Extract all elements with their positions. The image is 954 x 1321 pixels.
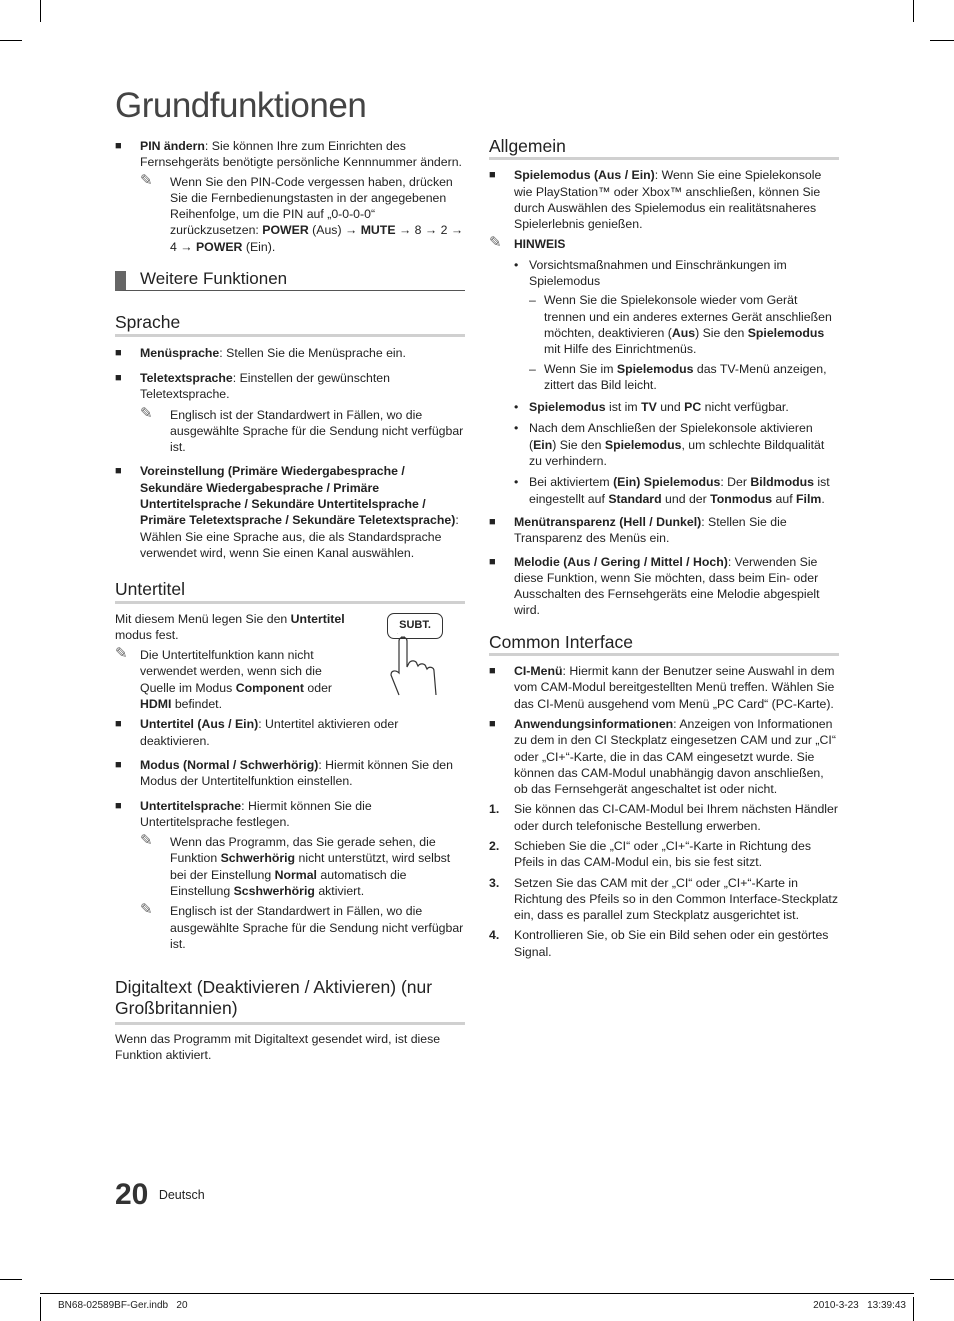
page-title: Grundfunktionen: [115, 86, 367, 125]
menusprache-label: Menüsprache: [140, 345, 220, 360]
footer-file: BN68-02589BF-Ger.indb 20: [58, 1300, 188, 1311]
step-number: 1.: [489, 802, 500, 817]
page-language: Deutsch: [158, 1188, 205, 1202]
pin-text: : Sie können Ihre zum Einrichten des Fernsehgeräts benötigte persönliche Kennnummer ändern.: [140, 139, 462, 170]
voreinstellung-label: Voreinstellung (Primäre Wiedergabesprache / Sekundäre Wiedergabesprache / Primäre Untertitelsprache / Sekundäre Untertitelsprache / Primäre Teletextsprache / Sekundäre Teletextsprache): [140, 464, 456, 528]
footer-rule: [40, 1293, 914, 1294]
page-number: 20: [115, 1178, 149, 1211]
hdmi-label: HDMI: [140, 697, 172, 712]
hinweis-dash-1: [489, 292, 839, 357]
anwendungsinfo-item: [489, 716, 839, 797]
digitaltext-text: Wenn das Programm mit Digitaltext gesendet wird, ist diese Funktion aktiviert.: [115, 1032, 441, 1063]
melodie-label: Melodie (Aus / Gering / Mittel / Hoch): [514, 554, 728, 569]
hinweis-dash-2: [489, 361, 839, 394]
b4-d: Bildmodus: [750, 475, 814, 490]
hinweis-label: HINWEIS: [514, 237, 566, 252]
b2-a: Spielemodus: [529, 400, 606, 415]
step-number: 4.: [489, 928, 500, 943]
d2-a: Wenn Sie im: [544, 361, 617, 376]
hinweis-bullet-3: [489, 420, 839, 469]
melodie-text: : Verwenden Sie diese Funktion, wenn Sie möchten, dass beim Ein- oder Ausschalten des Fernsehgeräts eine Melodie abgespielt wird.: [514, 554, 820, 618]
b4-h: Tonmodus: [710, 491, 773, 506]
menutransparenz-item: [489, 514, 839, 547]
bullet-square-icon: ■: [489, 555, 496, 568]
pin-note-seq: → 8 → 2 → 4 →: [170, 223, 464, 254]
pin-note-text: Wenn Sie den PIN-Code vergessen haben, drücken Sie die Fernbedienungstasten in der angegebenen Reihenfolge, um die PIN auf „0-0-0-0“ zurückzusetzen:: [170, 174, 453, 238]
common-interface-heading: Common Interface: [489, 634, 839, 656]
b4-b: (Ein) Spielemodus: [613, 475, 721, 490]
b3-b: Ein: [533, 437, 553, 452]
ci-step: [489, 801, 839, 834]
menutransparenz-text: : Stellen Sie die Transparenz des Menüs ein.: [514, 514, 787, 546]
d1-e: mit Hilfe des Einrichtmenüs.: [544, 342, 697, 357]
modus-text: : Hiermit können Sie den Modus der Untertitelfunktion einstellen.: [140, 757, 453, 789]
teletextsprache-text: : Einstellen der gewünschten Teletextsprache.: [140, 370, 390, 402]
englisch-note-text: Englisch ist der Standardwert in Fällen, wo die ausgewählte Sprache für die Sendung nicht verfügbar ist.: [170, 904, 464, 951]
subt-remote-illustration: [387, 613, 449, 699]
spielemodus-label: Spielemodus (Aus / Ein): [514, 168, 655, 183]
note-pencil-icon: ✎: [140, 404, 153, 422]
mute-key: MUTE: [360, 223, 396, 238]
ci-menu-label: CI-Menü: [514, 664, 563, 679]
weitere-funktionen-heading: Weitere Funktionen: [115, 271, 465, 291]
hinweis-heading: [489, 236, 839, 252]
component-label: Component: [235, 680, 304, 695]
menusprache-text: : Stellen Sie die Menüsprache ein.: [219, 345, 406, 360]
b3-d: Spielemodus: [604, 437, 682, 452]
step-number: 3.: [489, 875, 500, 890]
bullet-square-icon: ■: [115, 346, 122, 359]
untertitel-ausein-text: : Untertitel aktivieren oder deaktivieren.: [140, 717, 399, 748]
sprache-heading: Sprache: [115, 314, 465, 336]
menutransparenz-label: Menütransparenz (Hell / Dunkel): [514, 514, 702, 529]
untertitel-intro-b: Untertitel: [290, 611, 345, 626]
ci-step: [489, 875, 839, 924]
crop-mark: [913, 1297, 914, 1321]
power-key: POWER: [195, 239, 243, 254]
crop-mark: [930, 1279, 954, 1280]
dot-icon: •: [514, 421, 519, 436]
note-pencil-icon: ✎: [115, 645, 128, 663]
d1-c: ) Sie den: [695, 325, 748, 340]
bullet-square-icon: ■: [115, 465, 122, 478]
pin-note-aus: (Aus) →: [308, 223, 361, 238]
n1-a: Wenn das Programm, das Sie gerade sehen, die Funktion: [170, 835, 436, 866]
step-number: 2.: [489, 838, 500, 853]
note-pencil-icon: ✎: [489, 234, 502, 252]
bullet-square-icon: ■: [115, 758, 122, 771]
b4-j: Film: [796, 491, 822, 506]
n1-d: Normal: [274, 867, 317, 882]
spielemodus-text: : Wenn Sie eine Spielekonsole wie PlayStation™ oder Xbox™ anschließen, können Sie durch Auswählen des Spielemodus ein realitätsnaheres Spielerlebnis genießen.: [514, 168, 822, 232]
b2-b: ist im: [605, 400, 642, 415]
bullet-square-icon: ■: [489, 515, 496, 528]
n1-g: aktiviert.: [314, 883, 365, 898]
power-key: POWER: [262, 223, 309, 238]
b2-d: und: [656, 400, 685, 415]
bullet-square-icon: ■: [489, 717, 496, 730]
n1-e: automatisch die Einstellung: [170, 867, 407, 898]
footer-date: 2010-3-23 13:39:43: [813, 1300, 906, 1311]
d2-b: Spielemodus: [616, 361, 694, 376]
crop-mark: [0, 1279, 22, 1280]
dot-icon: •: [514, 400, 519, 415]
anwendungsinfo-label: Anwendungsinformationen: [514, 716, 674, 731]
untertitel-heading: Untertitel: [115, 581, 465, 603]
untertitel-ausein-item: [115, 716, 465, 749]
b4-g: und der: [661, 491, 711, 506]
voreinstellung-text: : Wählen Sie eine Sprache aus, die als Standardsprache verwendet wird, wenn Sie einen Kanal auswählen.: [140, 513, 459, 560]
step-text: Kontrollieren Sie, ob Sie ein Bild sehen oder ein gestörtes Signal.: [514, 928, 829, 959]
untertitel-intro-c: modus fest.: [115, 627, 179, 642]
d1-a: Wenn Sie die Spielekonsole wieder vom Gerät trennen und ein anderes externes Gerät anschließen möchten, deaktivieren (: [544, 293, 832, 340]
n1-f: Scshwerhörig: [233, 883, 315, 898]
page-number-block: [115, 1178, 205, 1212]
bullet-square-icon: ■: [489, 665, 496, 678]
bullet-square-icon: ■: [115, 371, 122, 384]
b3-a: Nach dem Anschließen der Spielekonsole aktivieren (: [529, 421, 813, 452]
teletext-note-text: Englisch ist der Standardwert in Fällen, wo die ausgewählte Sprache für die Sendung nicht verfügbar ist.: [170, 407, 464, 455]
left-column: [115, 138, 465, 1064]
untertitel-note-c: oder: [304, 680, 333, 695]
voreinstellung-item: [115, 463, 465, 561]
spielemodus-item: [489, 167, 839, 232]
dash-icon: –: [529, 293, 536, 308]
untertitelsprache-item: [115, 798, 465, 831]
d1-b: Aus: [671, 325, 696, 340]
crop-mark: [930, 40, 954, 41]
hinweis-bullet-2: [489, 399, 839, 415]
b3-c: ) Sie den: [552, 437, 605, 452]
bullet-square-icon: ■: [489, 169, 496, 182]
b2-e: PC: [684, 400, 702, 415]
anwendungsinfo-text: : Anzeigen von Informationen zu dem in den CI Steckplatz eingesetzen CAM und zur „CI“ oder „CI+“-Karte, die in das CAM eingesetzt wurde. Sie können das CAM-Modul unabhängig davon anschließen, ob das Fernsehgerät angeschaltet ist oder nicht.: [514, 716, 836, 797]
hinweis-bullet-4: [489, 474, 839, 507]
dash-icon: –: [529, 361, 536, 376]
teletextsprache-label: Teletextsprache: [140, 370, 233, 385]
allgemein-heading: Allgemein: [489, 138, 839, 160]
pin-item: [115, 138, 465, 171]
melodie-item: [489, 554, 839, 619]
b4-a: Bei aktiviertem: [529, 475, 614, 490]
n1-c: nicht unterstützt, wird selbst bei der Einstellung: [170, 851, 451, 882]
untertitel-intro-a: Mit diesem Menü legen Sie den: [115, 611, 291, 626]
subt-button: SUBT.: [387, 613, 443, 639]
untertitel-ausein-label: Untertitel (Aus / Ein): [140, 717, 259, 732]
b3-e: , um schlechte Bildqualität zu verhindern.: [529, 437, 825, 469]
crop-mark: [0, 40, 22, 41]
pin-note-ein: (Ein).: [242, 239, 276, 254]
b4-c: : Der: [720, 475, 751, 490]
b4-f: Standard: [608, 491, 662, 506]
ci-step: [489, 927, 839, 960]
digitaltext-heading: Digitaltext (Deaktivieren / Aktivieren) (nur Großbritannien): [115, 977, 465, 1025]
ci-menu-text: : Hiermit kann der Benutzer seine Auswahl in dem vom CAM-Modul bereitgestellten Menü treffen. Wählen Sie das CI-Menü ausgehend vom Menü „PC Card“ (PC-Karte).: [514, 664, 835, 711]
d1-d: Spielemodus: [747, 325, 825, 340]
englisch-note: [140, 903, 465, 952]
modus-label: Modus (Normal / Schwerhörig): [140, 757, 319, 772]
untertitelsprache-text: : Hiermit können Sie die Untertitelsprache festlegen.: [140, 798, 372, 829]
b2-c: TV: [641, 400, 657, 415]
schwerhoerig-note: [140, 834, 465, 899]
n1-b: Schwerhörig: [220, 851, 296, 866]
crop-mark: [40, 1297, 41, 1321]
step-text: Sie können das CI-CAM-Modul bei Ihrem nächsten Händler oder durch telefonische Bestellung erwerben.: [514, 802, 838, 833]
note-pencil-icon: ✎: [140, 832, 153, 850]
dot-icon: •: [514, 475, 519, 490]
modus-item: [115, 757, 465, 790]
bullet-square-icon: ■: [115, 799, 122, 812]
b1-text: Vorsichtsmaßnahmen und Einschränkungen im Spielemodus: [529, 257, 787, 289]
b2-f: nicht verfügbar.: [701, 400, 789, 415]
untertitel-note: [115, 647, 360, 712]
right-column: [489, 138, 839, 967]
teletext-note: [140, 404, 465, 456]
untertitel-note-e: befindet.: [171, 697, 223, 712]
ci-menu-item: [489, 663, 839, 712]
b4-k: .: [821, 491, 825, 506]
step-text: Schieben Sie die „CI“ oder „CI+“-Karte in Richtung des Pfeils in das CAM-Modul ein, bis sie fest sitzt.: [514, 838, 811, 870]
untertitelsprache-label: Untertitelsprache: [140, 798, 242, 813]
dot-icon: •: [514, 257, 519, 272]
hinweis-bullet-1: [489, 257, 839, 290]
b4-i: auf: [772, 491, 797, 506]
teletextsprache-item: [115, 370, 465, 403]
untertitel-intro: [115, 611, 360, 644]
crop-mark: [913, 0, 914, 22]
step-text: Setzen Sie das CAM mit der „CI“ oder „CI+“-Karte in Richtung des Pfeils so in den Common Interface-Steckplatz ein, dass es parallel zum Steckplatz ausgerichtet ist.: [514, 875, 838, 923]
bullet-square-icon: ■: [115, 140, 122, 152]
untertitel-note-a: Die Untertitelfunktion kann nicht verwendet werden, wenn sich die Quelle im Modus: [140, 648, 322, 695]
d2-c: das TV-Menü anzeigen, zittert das Bild leicht.: [544, 361, 827, 392]
crop-mark: [40, 0, 41, 22]
pin-note: [140, 171, 465, 255]
bullet-square-icon: ■: [115, 718, 122, 731]
menusprache-item: [115, 345, 465, 361]
hand-pointer-icon: [387, 633, 449, 697]
b4-e: ist eingestellt auf: [529, 475, 830, 506]
untertitel-intro-block: [115, 611, 465, 713]
ci-step: [489, 838, 839, 871]
pin-label: PIN ändern: [140, 139, 205, 153]
note-pencil-icon: ✎: [140, 901, 153, 919]
note-pencil-icon: ✎: [140, 171, 153, 189]
